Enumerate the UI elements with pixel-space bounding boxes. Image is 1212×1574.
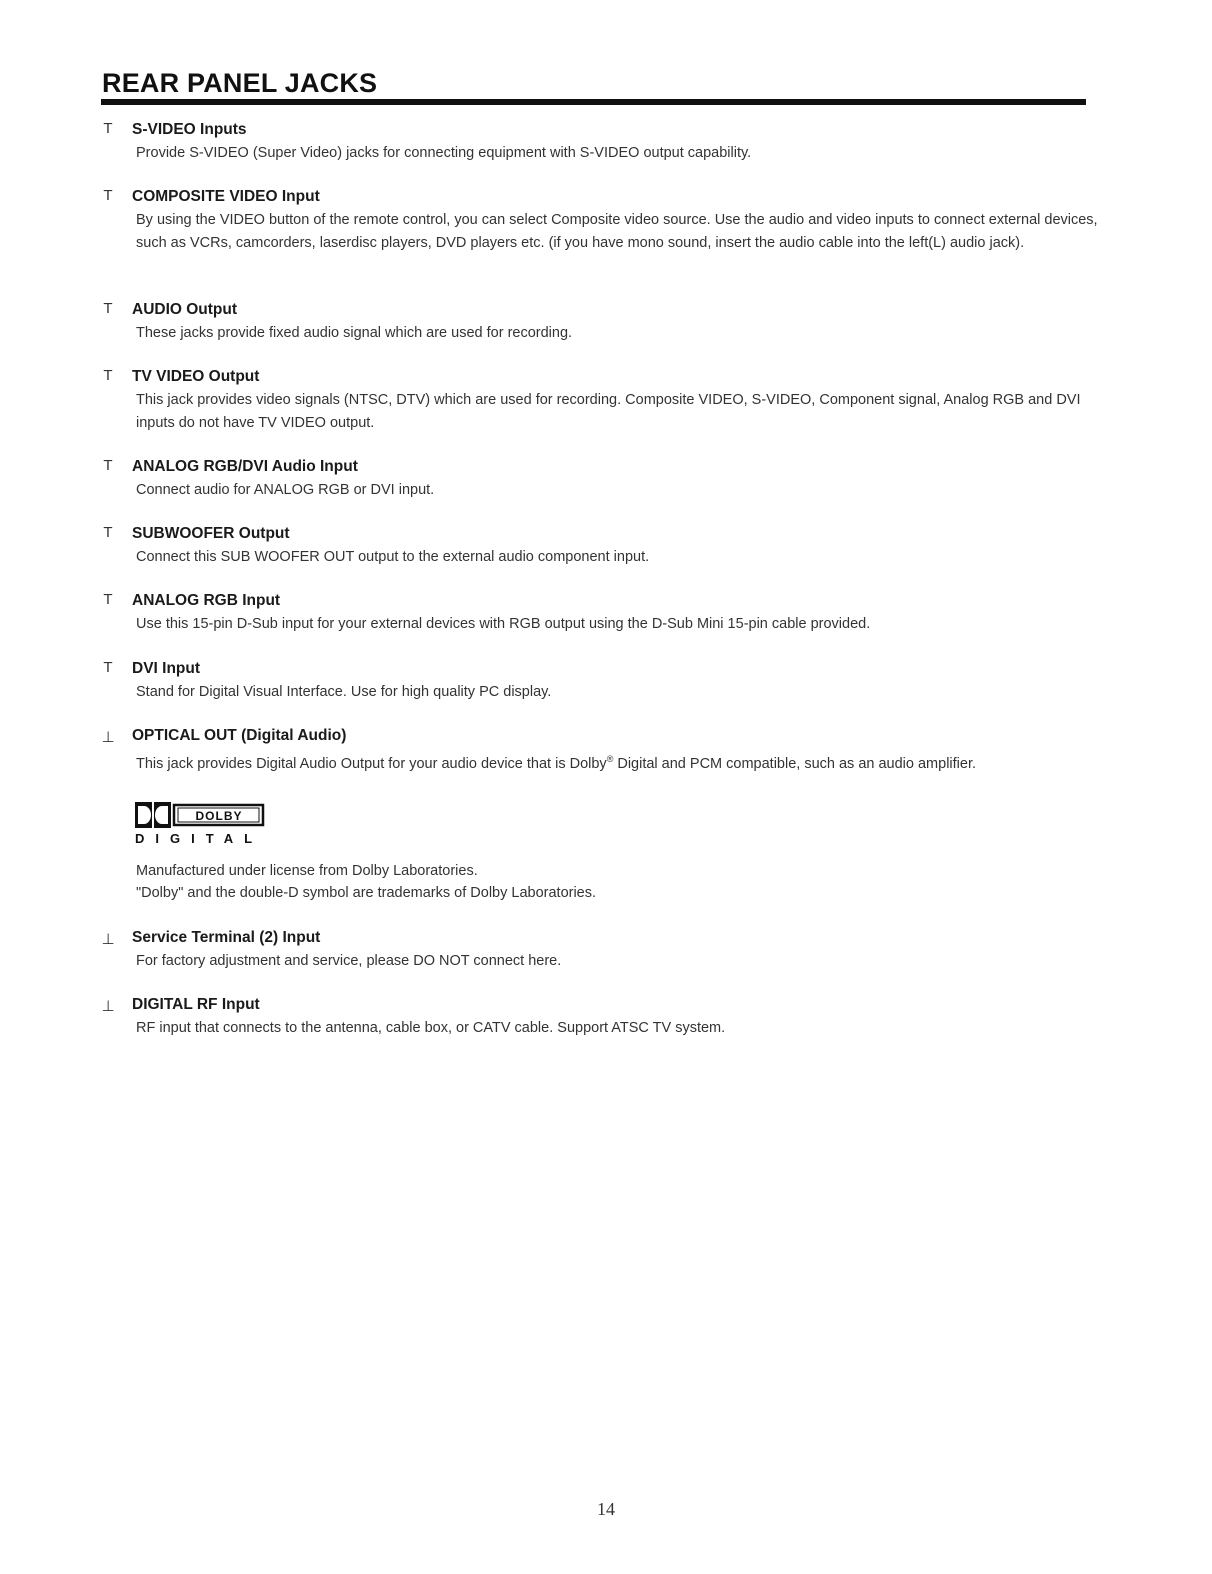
entry-heading: COMPOSITE VIDEO Input (132, 188, 320, 205)
jack-marker-icon: T (103, 187, 113, 204)
dolby-logo-text: DOLBY (195, 809, 243, 823)
entry-description: Stand for Digital Visual Interface. Use for high quality PC display. (136, 684, 552, 700)
jack-marker-icon: T (103, 457, 113, 474)
title-rule (101, 99, 1086, 105)
jack-marker-icon: T (103, 120, 113, 137)
jack-marker-icon: T (103, 591, 113, 608)
dolby-digital-logo (135, 800, 275, 850)
page-title: REAR PANEL JACKS (102, 68, 378, 98)
entry-description: This jack provides video signals (NTSC, DTV) which are used for recording. Composite VIDEO, S-VIDEO, Component signal, Analog RGB and DVI inputs do not have TV VIDEO output. (136, 392, 1081, 431)
jack-marker-icon: T (103, 300, 113, 317)
jack-marker-icon: T (103, 367, 113, 384)
entry-heading: S-VIDEO Inputs (132, 121, 247, 138)
entry-heading: Service Terminal (2) Input (132, 929, 321, 946)
entry-heading: SUBWOOFER Output (132, 525, 290, 542)
registered-mark: ® (606, 754, 614, 764)
entry-heading: TV VIDEO Output (132, 368, 260, 385)
entry-heading: AUDIO Output (132, 301, 238, 318)
jack-marker-icon: ⊥ (101, 931, 115, 948)
entry-description-part: Digital and PCM compatible, such as an audio amplifier. (613, 756, 977, 772)
dolby-logo-subtext: DIGITAL (135, 831, 264, 846)
entry-heading: ANALOG RGB/DVI Audio Input (132, 458, 358, 475)
entry-heading: DVI Input (132, 660, 201, 677)
dolby-license-line-1: Manufactured under license from Dolby Laboratories. (136, 863, 478, 879)
entry-heading: ANALOG RGB Input (132, 592, 281, 609)
entry-heading: OPTICAL OUT (Digital Audio) (132, 727, 347, 744)
entry-description: Provide S-VIDEO (Super Video) jacks for connecting equipment with S-VIDEO output capability. (136, 145, 752, 161)
jack-marker-icon: T (103, 659, 113, 676)
entry-description (136, 748, 1116, 776)
entry-heading: DIGITAL RF Input (132, 996, 260, 1013)
entry-description: RF input that connects to the antenna, cable box, or CATV cable. Support ATSC TV system. (136, 1020, 726, 1036)
jack-marker-icon: T (103, 524, 113, 541)
entry-description-part: This jack provides Digital Audio Output for your audio device that is Dolby (136, 756, 607, 772)
jack-marker-icon: ⊥ (101, 729, 115, 746)
entry-description: By using the VIDEO button of the remote control, you can select Composite video source. Use the audio and video inputs to connect external devices, such as VCRs, camcorders, laserdisc players, DVD players etc. (if you have mono sound, insert the audio cable into the left(L) audio jack). (136, 212, 1098, 251)
entry-description: Connect this SUB WOOFER OUT output to the external audio component input. (136, 549, 650, 565)
entry-description: Use this 15-pin D-Sub input for your external devices with RGB output using the D-Sub Mini 15-pin cable provided. (136, 616, 871, 632)
entry-description: Connect audio for ANALOG RGB or DVI input. (136, 482, 435, 498)
jack-marker-icon: ⊥ (101, 998, 115, 1015)
entry-description: These jacks provide fixed audio signal which are used for recording. (136, 325, 573, 341)
page-number: 14 (597, 1499, 615, 1519)
entry-description: For factory adjustment and service, please DO NOT connect here. (136, 953, 562, 969)
dolby-license-line-2: "Dolby" and the double-D symbol are trademarks of Dolby Laboratories. (136, 885, 597, 901)
